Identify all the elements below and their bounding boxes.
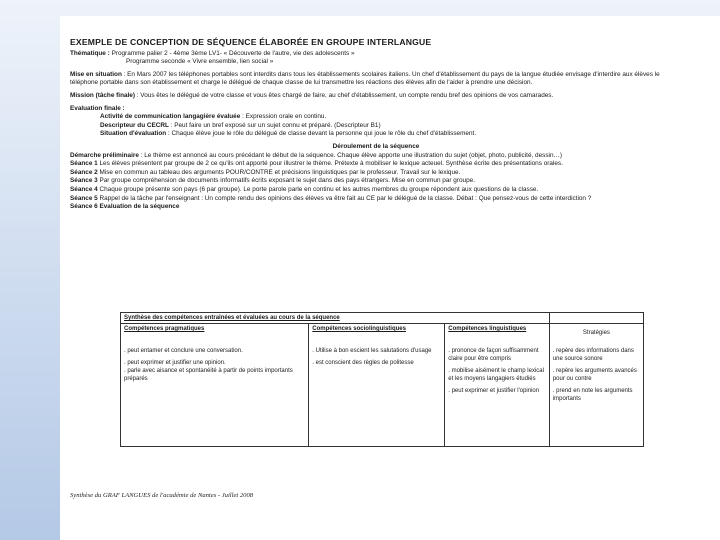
situation-label: Situation d'évaluation	[100, 130, 167, 138]
col-pragmatiques-title: Compétences pragmatiques	[124, 326, 205, 332]
thematique-line-2	[70, 58, 682, 67]
seance-label: Séance 3	[70, 177, 98, 185]
seance-label: Séance 2	[70, 168, 98, 176]
col-linguistiques-title: Compétences linguistiques	[448, 326, 527, 332]
thematique-text-1: Programme palier 2 - 4ème 3ème LV1- « Découverte de l'autre, vie des adolescents »	[111, 49, 355, 57]
list-item: . repère les arguments avancés pour ou contre	[552, 368, 637, 382]
situation-text: : Chaque élève joue le rôle du délégué de classe devant la personne qui joue le rôle du chef d'établissement.	[166, 130, 477, 138]
list-item: . peut exprimer et justifier l'opinion	[448, 388, 540, 394]
list-item: . prend en note les arguments importants	[552, 388, 633, 402]
seance-5	[70, 195, 682, 204]
seance-label: Séance 5	[70, 194, 98, 202]
activite-text: : Expression orale en continu.	[240, 113, 327, 121]
seance-text: Par groupe compréhension de documents informatifs écrits exposant le sujet dans des pays étrangers. Mise en commun par groupe.	[97, 177, 475, 185]
list-item: . peut entamer et conclure une conversation.	[124, 348, 243, 354]
descripteur-label: Descripteur du CECRL	[100, 121, 169, 129]
list-item: . peut exprimer et justifier une opinion.	[124, 360, 226, 366]
mission-label: Mission (tâche finale)	[70, 91, 135, 99]
seance-label: Séance 6	[70, 203, 98, 211]
demarche-preliminaire	[70, 152, 682, 161]
thematique-text-2: Programme seconde « Vivre ensemble, lien social »	[126, 58, 274, 66]
list-item: . repère des informations dans une source sonore	[552, 348, 634, 362]
mise-en-situation	[70, 71, 682, 88]
footer-source: Synthèse du GRAF LANGUES de l'académie de Nantes - Juillet 2008	[70, 492, 254, 499]
seance-text: Chaque groupe présente son pays (6 par groupe). Le porte parole parle en continu et les autres membres du groupe répondent aux questions de la classe.	[97, 185, 539, 193]
mise-label: Mise en situation	[70, 70, 122, 78]
seance-3	[70, 177, 682, 186]
list-item: . prononce de façon suffisamment claire pour être compris	[448, 348, 539, 362]
demarche-text: : Le thème est annoncé au cours précédant le début de la séquence. Chaque élève apporte une illustration du sujet (objet, photo, publicité, dessin…)	[138, 151, 563, 159]
document-title: EXEMPLE DE CONCEPTION DE SÉQUENCE ÉLABORÉE EN GROUPE INTERLANGUE	[70, 37, 432, 47]
seance-text: Les élèves présentent par groupe de 2 ce qu'ils ont apporté pour illustrer le thème. Prétexte à mobiliser le lexique acteuel. Synthèse écrite des présentations orales.	[97, 160, 563, 168]
activite-line	[70, 113, 682, 122]
thematique-line-1	[70, 50, 682, 59]
synthesis-table	[120, 312, 644, 447]
list-item: . mobilise aisément le champ lexical et les moyens langagiers étudiés	[448, 368, 544, 382]
col-strategies	[549, 324, 643, 447]
thematique-label: Thématique :	[70, 49, 110, 57]
seance-2	[70, 169, 682, 178]
descripteur-line	[70, 122, 682, 131]
mise-text: : En Mars 2007 les téléphones portables sont interdits dans tous les établissements scolaires italiens. Un chef d'établissement du pays de la langue étudiée envisage d'interdire aux élèves le téléphone portable dans son établissement et charge le délégué de chaque classe de lui transmettre les réactions des élèves afin de l'aider à prendre une décision.	[70, 70, 660, 87]
seance-text: Rappel de la tâche par l'enseignant : Un compte rendu des opinions des élèves va être fait au CE par le délégué de la classe. Débat : Que pensez-vous de cette interdiction ?	[97, 194, 592, 202]
demarche-label: Démarche préliminaire	[70, 151, 139, 159]
list-item: . Utilise à bon escient les salutations d'usage	[312, 348, 432, 354]
list-item: . parle avec aisance et spontanéité à partir de points importants préparés	[124, 368, 293, 382]
col-sociolinguistiques	[309, 324, 445, 447]
col-pragmatiques	[121, 324, 309, 447]
document-body	[70, 38, 682, 212]
situation-line	[70, 130, 682, 139]
seance-text: Mise en commun au tableau des arguments POUR/CONTRE et précisions linguistiques par le professeur. Travail sur le lexique.	[97, 168, 461, 176]
list-item: . est conscient des règles de politesse	[312, 360, 414, 366]
mission	[70, 92, 682, 101]
seance-4	[70, 186, 682, 195]
synthesis-title: Synthèse des compétences entraînées et évaluées au cours de la séquence	[121, 313, 550, 324]
descripteur-text: : Peut faire un bref exposé sur un sujet connu et préparé. (Descripteur B1)	[168, 121, 381, 129]
activite-label: Activité de communication langagière évaluée	[100, 113, 241, 121]
seance-1	[70, 160, 682, 169]
document-page	[60, 16, 720, 540]
seance-6	[70, 203, 682, 212]
col-linguistiques	[445, 324, 550, 447]
seance-label: Séance 4	[70, 185, 98, 193]
seance-label: Séance 1	[70, 160, 98, 168]
seance-text: Evaluation de la séquence	[97, 203, 180, 211]
col-sociolinguistiques-title: Compétences sociolinguistiques	[312, 326, 406, 332]
evaluation-label: Evaluation finale :	[70, 104, 125, 112]
col-strategies-title: Stratégies	[582, 330, 610, 336]
deroulement-title: Déroulement de la séquence	[332, 142, 420, 150]
mission-text: : Vous êtes le délégué de votre classe et vous êtes chargé de faire, au chef d'établissement, un compte rendu bref des opinions de vos camarades.	[134, 91, 554, 99]
